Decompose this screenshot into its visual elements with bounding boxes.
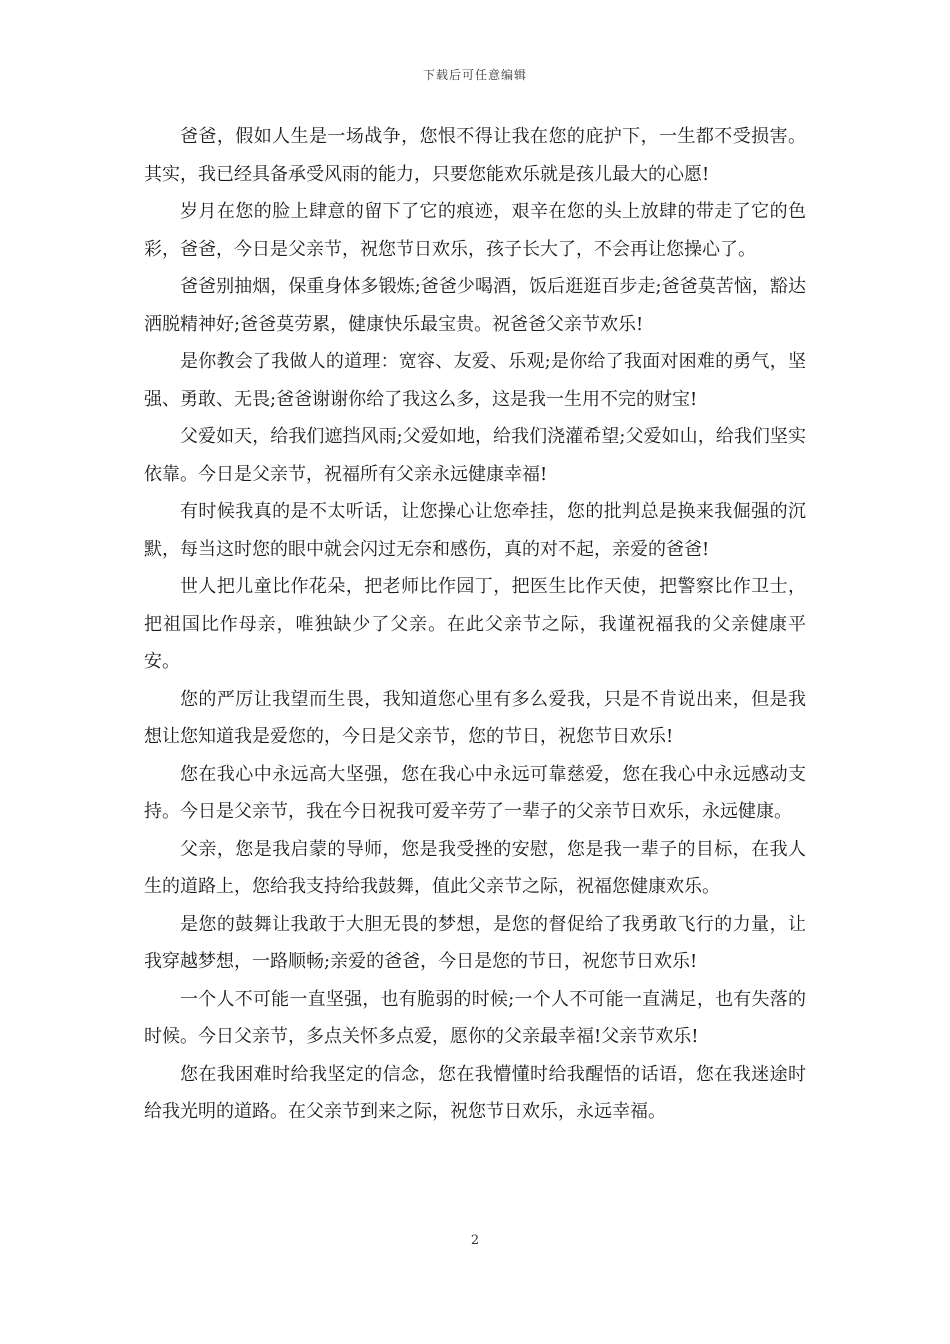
paragraph-9: 您在我心中永远高大坚强，您在我心中永远可靠慈爱，您在我心中永远感动支持。今日是父亲节，我在今日祝我可爱辛劳了一辈子的父亲节日欢乐，永远健康。 <box>144 763 806 822</box>
document-body <box>144 118 806 1131</box>
paragraph-3: 爸爸别抽烟，保重身体多锻炼;爸爸少喝酒，饭后逛逛百步走;爸爸莫苦恼，豁达洒脱精神好;爸爸莫劳累，健康快乐最宝贵。祝爸爸父亲节欢乐! <box>144 276 806 335</box>
paragraph-6: 有时候我真的是不太听话，让您操心让您牵挂，您的批判总是换来我倔强的沉默，每当这时您的眼中就会闪过无奈和感伤，真的对不起，亲爱的爸爸! <box>144 501 806 560</box>
page-header: 下载后可任意编辑 <box>422 68 527 82</box>
paragraph-12: 一个人不可能一直坚强，也有脆弱的时候;一个人不可能一直满足，也有失落的时候。今日父亲节，多点关怀多点爱，愿你的父亲最幸福!父亲节欢乐! <box>144 988 806 1047</box>
paragraph-5: 父爱如天，给我们遮挡风雨;父爱如地，给我们浇灌希望;父爱如山，给我们坚实依靠。今日是父亲节，祝福所有父亲永远健康幸福! <box>144 426 806 485</box>
paragraph-2: 岁月在您的脸上肆意的留下了它的痕迹，艰辛在您的头上放肆的带走了它的色彩，爸爸，今日是父亲节，祝您节日欢乐，孩子长大了，不会再让您操心了。 <box>144 201 806 260</box>
paragraph-4: 是你教会了我做人的道理：宽容、友爱、乐观;是你给了我面对困难的勇气，坚强、勇敢、无畏;爸爸谢谢你给了我这么多，这是我一生用不完的财宝! <box>144 351 806 410</box>
paragraph-10: 父亲，您是我启蒙的导师，您是我受挫的安慰，您是我一辈子的目标，在我人生的道路上，您给我支持给我鼓舞，值此父亲节之际，祝福您健康欢乐。 <box>144 838 806 897</box>
paragraph-8: 您的严厉让我望而生畏，我知道您心里有多么爱我，只是不肯说出来，但是我想让您知道我是爱您的，今日是父亲节，您的节日，祝您节日欢乐! <box>144 688 806 747</box>
paragraph-1: 爸爸，假如人生是一场战争，您恨不得让我在您的庇护下，一生都不受损害。其实，我已经具备承受风雨的能力，只要您能欢乐就是孩儿最大的心愿! <box>144 126 806 185</box>
page-number: 2 <box>470 1233 480 1248</box>
paragraph-7: 世人把儿童比作花朵，把老师比作园丁，把医生比作天使，把警察比作卫士，把祖国比作母亲，唯独缺少了父亲。在此父亲节之际，我谨祝福我的父亲健康平安。 <box>144 576 806 672</box>
paragraph-13: 您在我困难时给我坚定的信念，您在我懵懂时给我醒悟的话语，您在我迷途时给我光明的道路。在父亲节到来之际，祝您节日欢乐，永远幸福。 <box>144 1063 806 1122</box>
paragraph-11: 是您的鼓舞让我敢于大胆无畏的梦想，是您的督促给了我勇敢飞行的力量，让我穿越梦想，一路顺畅;亲爱的爸爸，今日是您的节日，祝您节日欢乐! <box>144 913 806 972</box>
